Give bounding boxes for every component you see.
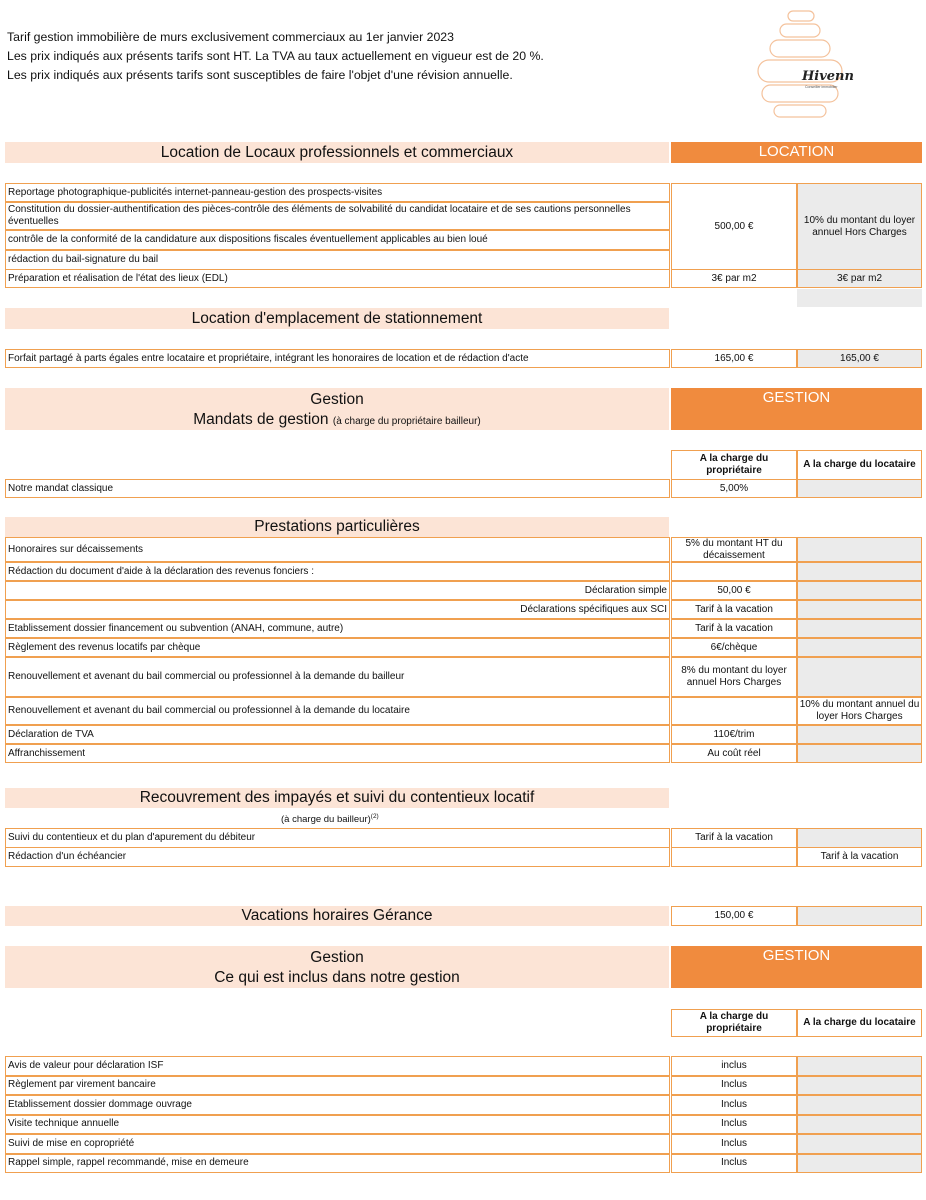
location-group-tenant: 10% du montant du loyer annuel Hors Charges <box>797 183 922 270</box>
location-row-2: Constitution du dossier-authentification des pièces-contrôle des éléments de solvabilité du candidat locataire et de ses cautions personnelles éventuelles <box>5 202 670 230</box>
location-title: Location de Locaux professionnels et commerciaux <box>160 144 514 161</box>
prestation-row <box>5 581 922 600</box>
vacations-price: 150,00 € <box>671 906 797 926</box>
prestation-price: Tarif à la vacation <box>671 600 797 619</box>
inclus-tenant <box>797 1095 922 1115</box>
inclus-tenant <box>797 1115 922 1135</box>
prestation-price: Tarif à la vacation <box>671 619 797 638</box>
edl-price: 3€ par m2 <box>671 269 797 288</box>
prestation-row <box>5 725 922 744</box>
prestation-price: Au coût réel <box>671 744 797 763</box>
prestation-row <box>5 744 922 763</box>
prestation-label: Rédaction du document d'aide à la déclaration des revenus fonciers : <box>5 562 670 581</box>
recouvrement-tenant-1 <box>797 828 922 848</box>
prestation-tenant <box>797 638 922 657</box>
prestation-tenant <box>797 537 922 562</box>
inclus-tag: GESTION <box>671 946 922 988</box>
edl-tenant: 3€ par m2 <box>797 269 922 288</box>
logo-tagline: Conseiller immobilier <box>805 85 838 89</box>
prestation-price: 110€/trim <box>671 725 797 744</box>
prestation-label: Déclarations spécifiques aux SCI <box>5 600 670 619</box>
prestation-row <box>5 697 922 725</box>
prestation-tenant: 10% du montant annuel du loyer Hors Charges <box>797 697 922 725</box>
prestations-title: Prestations particulières <box>254 518 420 535</box>
prestation-row <box>5 600 922 619</box>
prestation-label: Honoraires sur décaissements <box>5 537 670 562</box>
gestion-subtitle: Mandats de gestion <box>193 411 329 428</box>
gestion-tag: GESTION <box>671 388 922 430</box>
prestation-label: Etablissement dossier financement ou subvention (ANAH, commune, autre) <box>5 619 670 638</box>
location-group-price: 500,00 € <box>671 183 797 270</box>
inclus-price: Inclus <box>671 1115 797 1135</box>
prestation-row <box>5 657 922 697</box>
inclus-col-tenant: A la charge du locataire <box>797 1009 922 1037</box>
location-row-3: contrôle de la conformité de la candidature aux dispositions fiscales éventuellement applicables au bien loué <box>5 230 670 250</box>
inclus-row <box>5 1154 922 1174</box>
inclus-section-bar <box>5 946 669 988</box>
header-line-1: Tarif gestion immobilière de murs exclusivement commerciaux au 1er janvier 2023 <box>7 30 454 44</box>
prestations-section-bar <box>5 517 669 537</box>
prestation-tenant <box>797 725 922 744</box>
inclus-tenant <box>797 1154 922 1174</box>
mandat-tenant <box>797 479 922 498</box>
logo-name: Hivenn <box>802 69 854 84</box>
inclus-label: Suivi de mise en copropriété <box>5 1134 670 1154</box>
recouvrement-price-1: Tarif à la vacation <box>671 828 797 848</box>
recouvrement-section-bar <box>5 788 669 808</box>
gestion-title: Gestion <box>310 391 364 408</box>
inclus-row <box>5 1076 922 1096</box>
gestion-col-owner: A la charge du propriétaire <box>671 450 797 480</box>
prestation-row <box>5 638 922 657</box>
mandat-price: 5,00% <box>671 479 797 498</box>
prestation-tenant <box>797 744 922 763</box>
inclus-row <box>5 1134 922 1154</box>
prestation-row <box>5 562 922 581</box>
prestation-label: Déclaration de TVA <box>5 725 670 744</box>
inclus-price: Inclus <box>671 1095 797 1115</box>
inclus-tenant <box>797 1056 922 1076</box>
inclus-subtitle: Ce qui est inclus dans notre gestion <box>214 969 460 986</box>
vacations-tenant <box>797 906 922 926</box>
prestation-tenant <box>797 581 922 600</box>
parking-row <box>5 349 922 368</box>
inclus-label: Rappel simple, rappel recommandé, mise en demeure <box>5 1154 670 1174</box>
parking-title: Location d'emplacement de stationnement <box>191 310 483 327</box>
grey-filler <box>797 289 922 307</box>
inclus-label: Avis de valeur pour déclaration ISF <box>5 1056 670 1076</box>
gestion-subtitle-note: (à charge du propriétaire bailleur) <box>332 416 481 427</box>
inclus-tenant <box>797 1134 922 1154</box>
header-line-3: Les prix indiqués aux présents tarifs sont susceptibles de faire l'objet d'une révision annuelle. <box>7 68 513 82</box>
header-line-2: Les prix indiqués aux présents tarifs sont HT. La TVA au taux actuellement en vigueur est de 20 %. <box>7 49 544 63</box>
parking-label: Forfait partagé à parts égales entre locataire et propriétaire, intégrant les honoraires de location et de rédaction d'acte <box>5 349 670 368</box>
prestation-tenant <box>797 562 922 581</box>
inclus-label: Règlement par virement bancaire <box>5 1076 670 1096</box>
location-group <box>5 183 922 270</box>
gestion-section-bar <box>5 388 669 430</box>
location-row-1: Reportage photographique-publicités internet-panneau-gestion des prospects-visites <box>5 183 670 202</box>
prestation-price <box>671 697 797 725</box>
prestation-tenant <box>797 600 922 619</box>
prestation-tenant <box>797 657 922 697</box>
prestation-price: 8% du montant du loyer annuel Hors Charges <box>671 657 797 697</box>
inclus-title: Gestion <box>310 949 364 966</box>
prestation-label: Déclaration simple <box>5 581 670 600</box>
location-section-bar <box>5 142 669 163</box>
parking-tenant: 165,00 € <box>797 349 922 368</box>
recouvrement-note: (à charge du bailleur)$^{(2)}$ <box>281 813 379 826</box>
prestation-label: Renouvellement et avenant du bail commercial ou professionnel à la demande du bailleur <box>5 657 670 697</box>
recouvrement-title: Recouvrement des impayés et suivi du contentieux locatif <box>139 789 535 806</box>
inclus-price: Inclus <box>671 1134 797 1154</box>
recouvrement-label-1: Suivi du contentieux et du plan d'apurement du débiteur <box>5 828 670 848</box>
inclus-label: Etablissement dossier dommage ouvrage <box>5 1095 670 1115</box>
prestation-row <box>5 537 922 562</box>
parking-section-bar <box>5 308 669 329</box>
vacations-title: Vacations horaires Gérance <box>241 907 433 924</box>
prestation-row <box>5 619 922 638</box>
parking-price: 165,00 € <box>671 349 797 368</box>
prestation-tenant <box>797 619 922 638</box>
prestation-label: Règlement des revenus locatifs par chèque <box>5 638 670 657</box>
recouvrement-tenant-2: Tarif à la vacation <box>797 847 922 867</box>
inclus-row <box>5 1115 922 1135</box>
prestation-price: 6€/chèque <box>671 638 797 657</box>
recouvrement-label-2: Rédaction d'un échéancier <box>5 847 670 867</box>
inclus-col-owner: A la charge du propriétaire <box>671 1009 797 1037</box>
logo <box>750 8 860 120</box>
inclus-price: Inclus <box>671 1076 797 1096</box>
prestation-label: Renouvellement et avenant du bail commercial ou professionnel à la demande du locataire <box>5 697 670 725</box>
mandat-row <box>5 479 922 498</box>
edl-row <box>5 269 922 288</box>
edl-label: Préparation et réalisation de l'état des lieux (EDL) <box>5 269 670 288</box>
vacations-section-bar <box>5 906 669 926</box>
location-tag: LOCATION <box>671 142 922 163</box>
inclus-tenant <box>797 1076 922 1096</box>
inclus-row <box>5 1095 922 1115</box>
gestion-col-tenant: A la charge du locataire <box>797 450 922 480</box>
prestation-label: Affranchissement <box>5 744 670 763</box>
recouvrement-row-2 <box>5 847 922 867</box>
inclus-row <box>5 1056 922 1076</box>
prestation-price: 5% du montant HT du décaissement <box>671 537 797 562</box>
recouvrement-price-2 <box>671 847 797 867</box>
inclus-price: inclus <box>671 1056 797 1076</box>
location-row-4: rédaction du bail-signature du bail <box>5 250 670 270</box>
mandat-label: Notre mandat classique <box>5 479 670 498</box>
recouvrement-row-1 <box>5 828 922 848</box>
prestation-price <box>671 562 797 581</box>
inclus-label: Visite technique annuelle <box>5 1115 670 1135</box>
prestation-price: 50,00 € <box>671 581 797 600</box>
inclus-price: Inclus <box>671 1154 797 1174</box>
